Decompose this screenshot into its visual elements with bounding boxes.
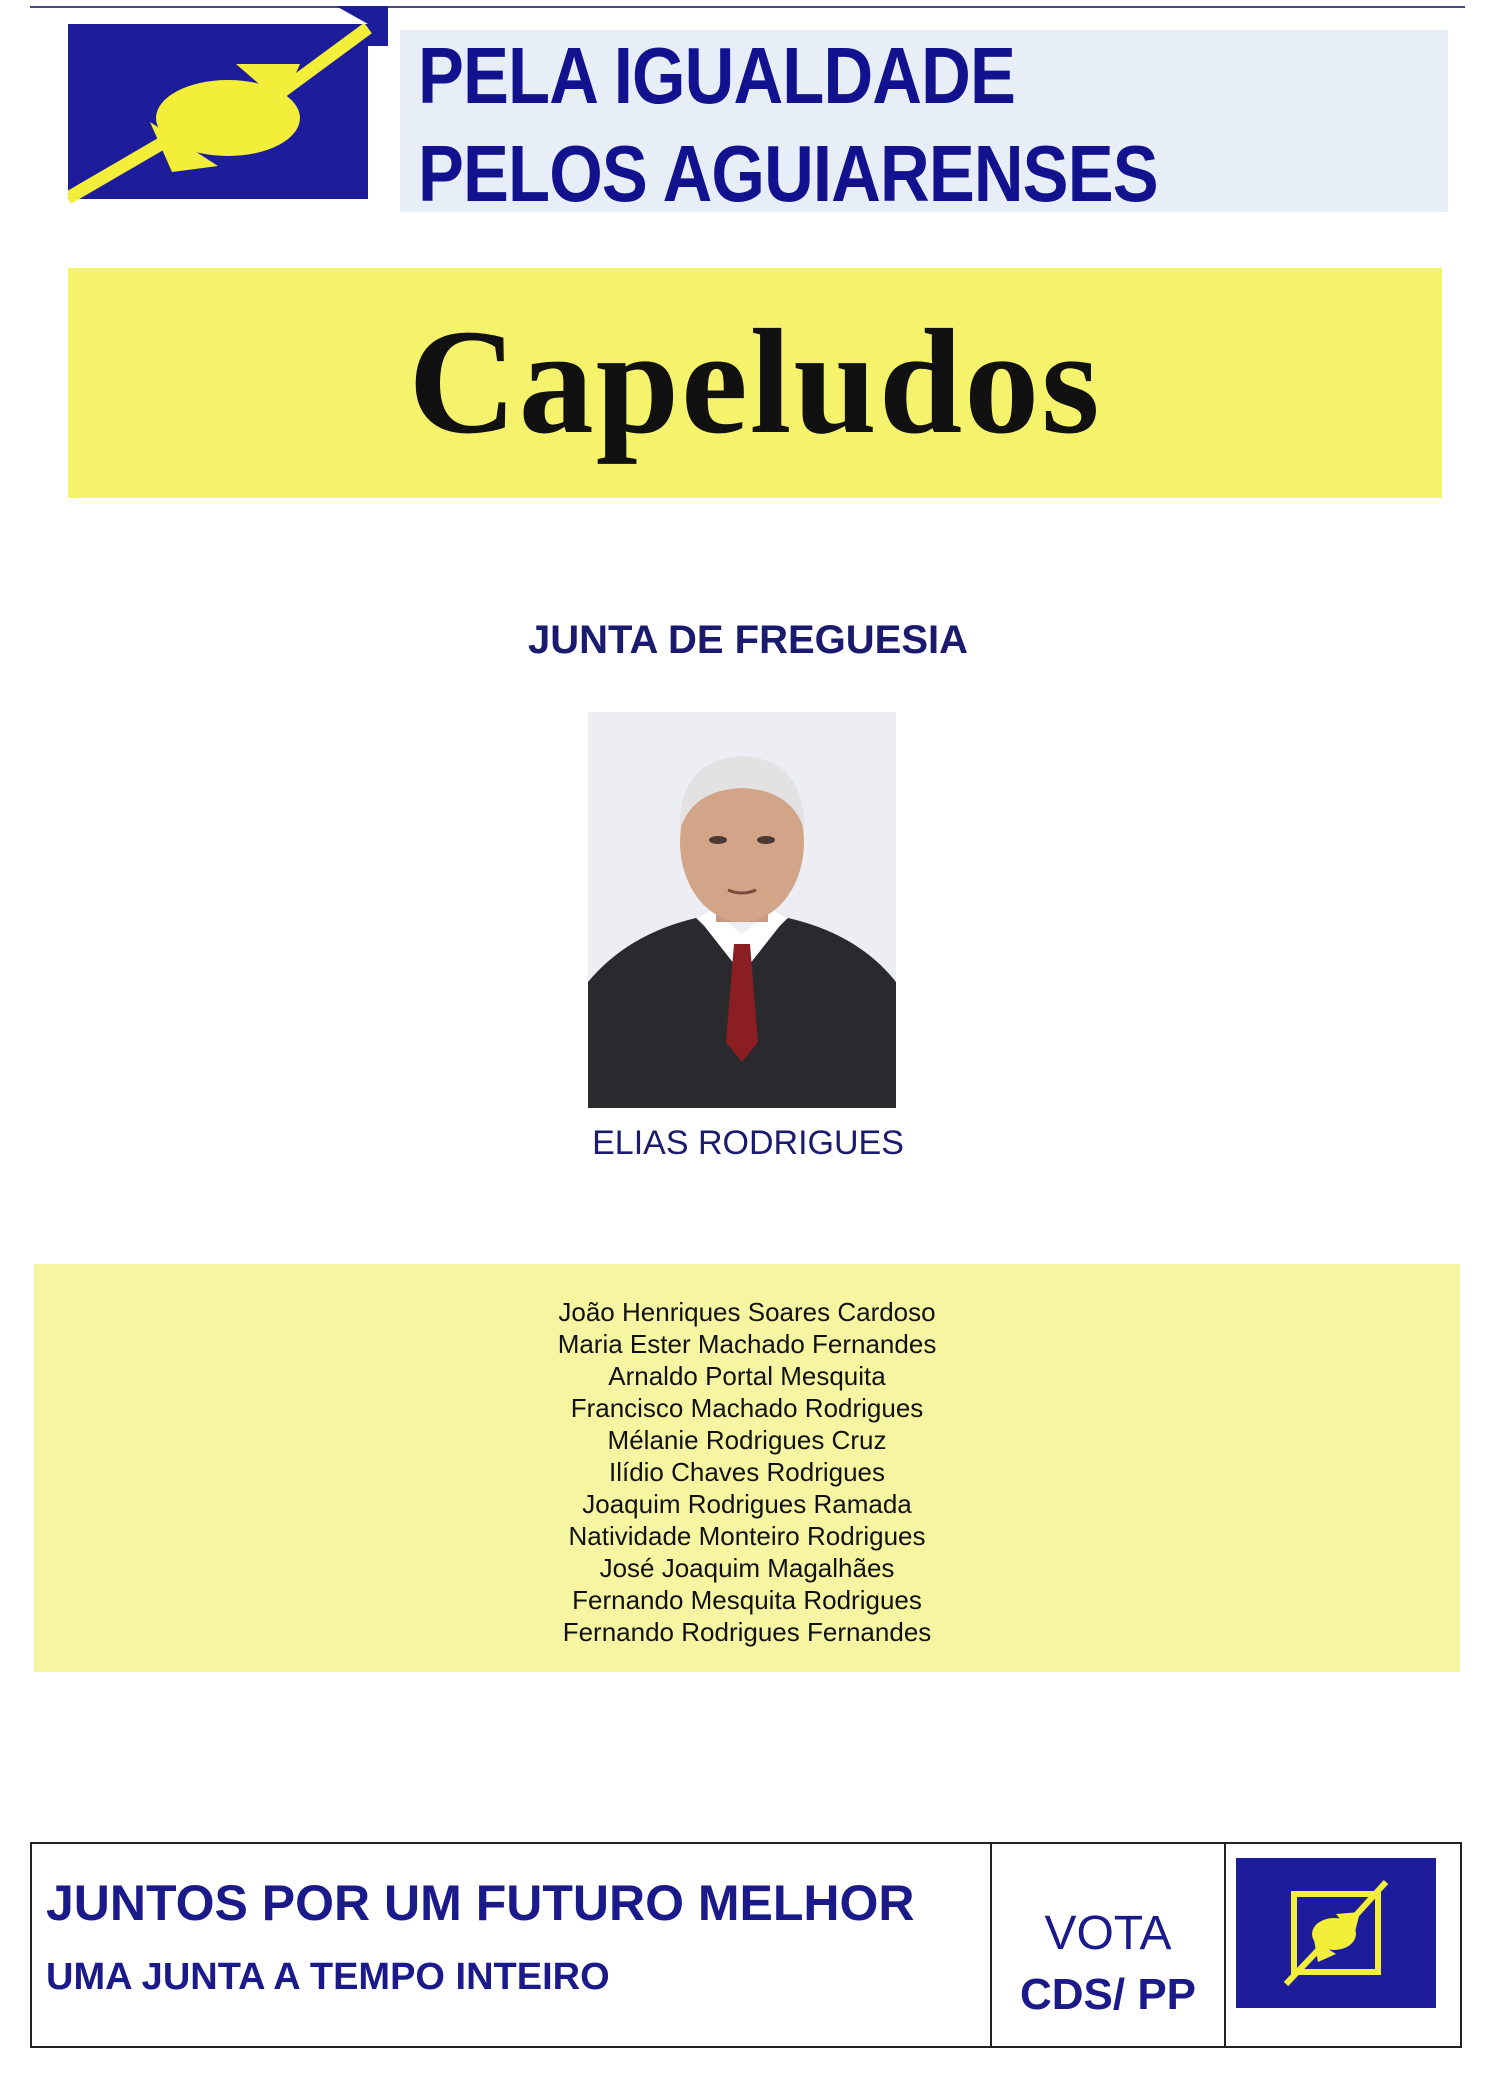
list-item: José Joaquim Magalhães: [599, 1553, 895, 1583]
slogan-line-1: PELA IGUALDADE: [418, 31, 1015, 120]
vote-label: VOTA: [1044, 1907, 1172, 1960]
members-list: [34, 1296, 1460, 1648]
portrait-image: [588, 712, 896, 1108]
slogan-line-2: PELOS AGUIARENSES: [418, 129, 1158, 218]
candidate-name: ELIAS RODRIGUES: [592, 1124, 904, 1162]
cds-pp-logo-icon: [1236, 1858, 1436, 2028]
members-panel: [34, 1264, 1460, 1672]
list-item: Francisco Machado Rodrigues: [570, 1393, 924, 1423]
footer-divider: [1224, 1844, 1226, 2046]
list-item: Arnaldo Portal Mesquita: [608, 1361, 886, 1391]
list-item: João Henriques Soares Cardoso: [558, 1297, 936, 1327]
list-item: Fernando Mesquita Rodrigues: [572, 1585, 922, 1615]
section-heading: JUNTA DE FREGUESIA: [527, 618, 969, 662]
footer-box: [30, 1842, 1462, 2048]
list-item: Ilídio Chaves Rodrigues: [608, 1457, 886, 1487]
list-item: Maria Ester Machado Fernandes: [557, 1329, 937, 1359]
footer-sub-motto: UMA JUNTA A TEMPO INTEIRO: [46, 1956, 610, 1998]
list-item: Fernando Rodrigues Fernandes: [562, 1617, 932, 1647]
title-band: [68, 268, 1442, 498]
party-label: CDS/ PP: [1019, 1970, 1197, 2019]
candidate-photo: [588, 712, 896, 1108]
footer-motto: JUNTOS POR UM FUTURO MELHOR: [46, 1875, 915, 1931]
list-item: Mélanie Rodrigues Cruz: [607, 1425, 887, 1455]
list-item: Natividade Monteiro Rodrigues: [568, 1521, 926, 1551]
list-item: Joaquim Rodrigues Ramada: [582, 1489, 912, 1519]
page-title: Capeludos: [408, 299, 1102, 465]
party-logo-icon: [68, 6, 388, 216]
